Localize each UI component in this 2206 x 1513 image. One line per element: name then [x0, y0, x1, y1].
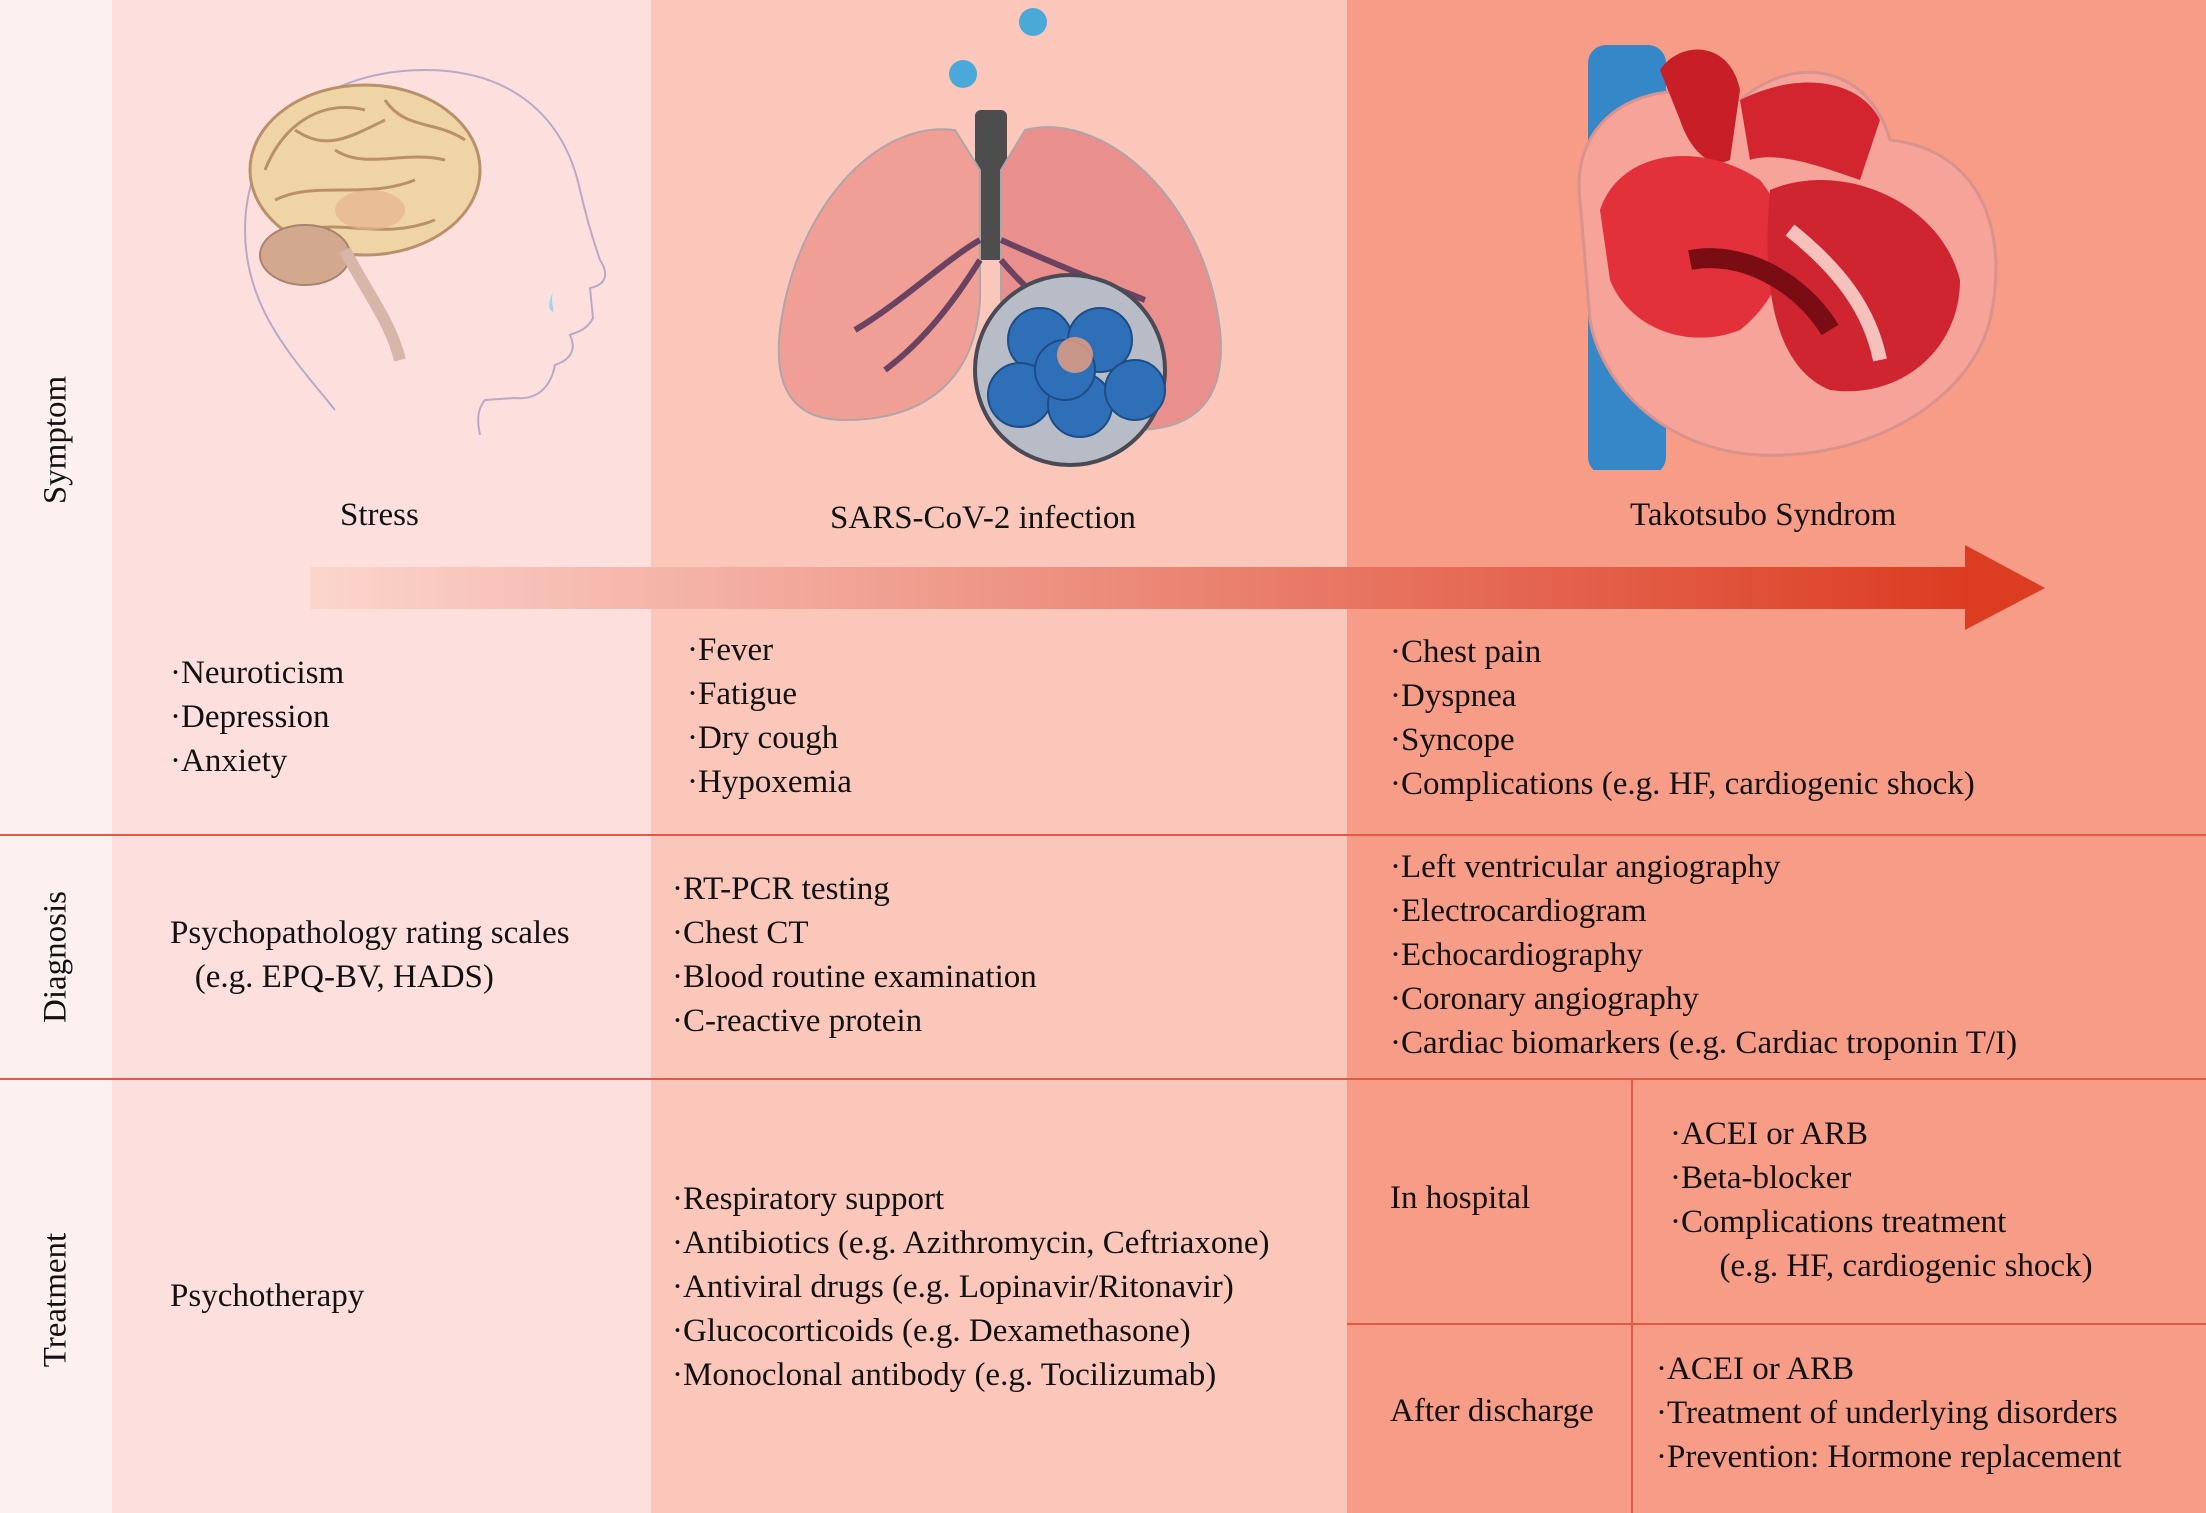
- row-label-symptom: Symptom: [37, 375, 74, 505]
- treatment-after-discharge-list: [1656, 1347, 2122, 1479]
- stage-label-infection: SARS-CoV-2 infection: [830, 500, 1136, 536]
- heart-icon: [1540, 30, 2020, 470]
- treatment-item: ·Respiratory support: [672, 1181, 945, 1217]
- stage-label-takotsubo: Takotsubo Syndrom: [1630, 497, 1897, 533]
- diagnosis-item: ·RT-PCR testing: [672, 871, 890, 907]
- in-hospital-label: In hospital: [1390, 1180, 1531, 1216]
- treatment-item: ·Treatment of underlying disorders: [1656, 1395, 2118, 1431]
- symptoms-stress-list: [170, 651, 344, 783]
- diagnosis-item: ·Coronary angiography: [1390, 981, 1699, 1017]
- symptoms-infection-list: [687, 628, 852, 804]
- row-label-diagnosis: Diagnosis: [37, 891, 74, 1023]
- diagnosis-item: ·Cardiac biomarkers (e.g. Cardiac troponin T/I): [1390, 1025, 2018, 1061]
- diagnosis-item: ·Chest CT: [672, 915, 809, 951]
- diagnosis-item: ·Echocardiography: [1390, 937, 1643, 973]
- lungs-virus-icon: [765, 0, 1245, 500]
- treatment-item: ·Prevention: Hormone replacement: [1656, 1439, 2122, 1475]
- treatment-item: ·Antiviral drugs (e.g. Lopinavir/Ritonavir): [672, 1269, 1234, 1305]
- treatment-item: ·Beta-blocker: [1670, 1160, 1852, 1196]
- diagnosis-item: ·Blood routine examination: [672, 959, 1037, 995]
- symptom-item: ·Syncope: [1390, 722, 1515, 758]
- row-divider-symptom-diagnosis: [0, 834, 2206, 836]
- diagnosis-item: ·C-reactive protein: [672, 1003, 923, 1039]
- symptom-item: ·Anxiety: [170, 743, 288, 779]
- row-label-treatment: Treatment: [37, 1232, 74, 1368]
- diagnosis-infection-list: [672, 867, 1037, 1043]
- symptom-item: ·Complications (e.g. HF, cardiogenic shock): [1390, 766, 1975, 802]
- diagnosis-takotsubo-list: [1390, 845, 2017, 1065]
- treatment-item: ·Glucocorticoids (e.g. Dexamethasone): [672, 1313, 1191, 1349]
- diagnosis-item: (e.g. EPQ-BV, HADS): [170, 959, 494, 995]
- symptom-item: ·Neuroticism: [170, 655, 345, 691]
- treatment-item: ·ACEI or ARB: [1656, 1351, 1854, 1387]
- symptom-item: ·Chest pain: [1390, 634, 1542, 670]
- treatment-item: ·Antibiotics (e.g. Azithromycin, Ceftriaxone): [672, 1225, 1270, 1261]
- symptom-item: ·Hypoxemia: [687, 764, 852, 800]
- diagnosis-item: ·Left ventricular angiography: [1390, 849, 1781, 885]
- diagnosis-item: ·Electrocardiogram: [1390, 893, 1647, 929]
- treatment-item: ·ACEI or ARB: [1670, 1116, 1868, 1152]
- symptom-item: ·Depression: [170, 699, 330, 735]
- treatment-in-hospital-list: [1670, 1112, 2093, 1288]
- diagnosis-stress-list: [170, 911, 570, 999]
- brain-head-icon: [215, 60, 615, 440]
- progression-arrow: [310, 545, 2050, 630]
- treatment-subdivider-vertical: [1631, 1080, 1633, 1513]
- treatment-subdivider-horizontal: [1347, 1323, 2206, 1325]
- row-divider-diagnosis-treatment: [0, 1078, 2206, 1080]
- diagnosis-item: Psychopathology rating scales: [170, 915, 570, 951]
- treatment-item: ·Complications treatment: [1670, 1204, 2007, 1240]
- after-discharge-label: After discharge: [1390, 1393, 1594, 1429]
- symptoms-takotsubo-list: [1390, 630, 1975, 806]
- symptom-item: ·Fatigue: [687, 676, 797, 712]
- symptom-item: ·Fever: [687, 632, 774, 668]
- stage-label-stress: Stress: [340, 497, 419, 533]
- symptom-item: ·Dyspnea: [1390, 678, 1517, 714]
- treatment-item: (e.g. HF, cardiogenic shock): [1670, 1248, 2093, 1284]
- treatment-stress-text: Psychotherapy: [170, 1278, 365, 1314]
- treatment-item: ·Monoclonal antibody (e.g. Tocilizumab): [672, 1357, 1217, 1393]
- treatment-infection-list: [672, 1177, 1270, 1397]
- symptom-item: ·Dry cough: [687, 720, 839, 756]
